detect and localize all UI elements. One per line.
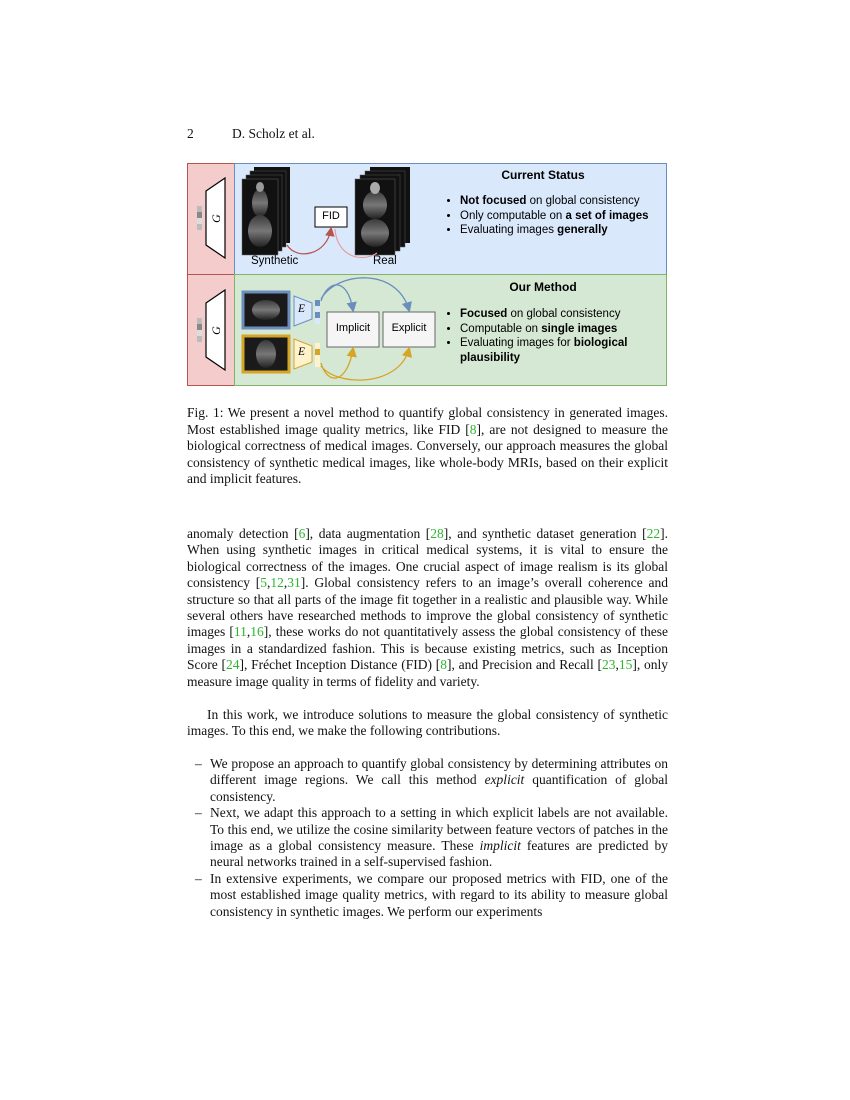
contributions-list bbox=[187, 756, 668, 920]
citation-link[interactable]: 22 bbox=[646, 526, 661, 541]
citation-link[interactable]: 11 bbox=[233, 624, 247, 640]
noise-vector-bottom bbox=[197, 318, 202, 342]
real-image-stack bbox=[355, 167, 410, 255]
current-status-title: Current Status bbox=[501, 168, 585, 182]
running-authors: D. Scholz et al. bbox=[232, 126, 315, 141]
generator-label-top: G bbox=[208, 214, 223, 223]
list-item: • Evaluating images generally bbox=[460, 223, 670, 238]
list-item: • Focused on global consistency bbox=[460, 307, 670, 322]
citation-link[interactable]: 5 bbox=[260, 575, 268, 591]
list-item: • Computable on single images bbox=[460, 322, 670, 337]
citation-link[interactable]: 24 bbox=[226, 657, 240, 673]
synthetic-image-stack bbox=[242, 167, 290, 255]
page-number: 2 bbox=[187, 126, 194, 141]
citation-link[interactable]: 31 bbox=[287, 575, 301, 591]
list-item: – In extensive experiments, we compare our proposed metrics with FID, one of the most established image quality metrics, with regard to its ability to measure global consistency in synthetic images. We perform our experiments bbox=[195, 870, 668, 919]
list-item: – We propose an approach to quantify global consistency by determining attributes on different image regions. We call this method explicit quantification of global consistency. bbox=[195, 756, 668, 804]
feature-vector-orange bbox=[315, 343, 320, 367]
synthetic-label: Synthetic bbox=[251, 255, 299, 267]
implicit-label: Implicit bbox=[335, 322, 371, 334]
citation-link[interactable]: 6 bbox=[298, 526, 306, 541]
citation-link[interactable]: 12 bbox=[270, 575, 284, 591]
our-method-list bbox=[446, 307, 670, 365]
citation-link[interactable]: 28 bbox=[430, 526, 444, 541]
citation-link[interactable]: 15 bbox=[618, 657, 633, 673]
explicit-label: Explicit bbox=[391, 322, 427, 334]
body-paragraph-1: anomaly detection [6], data augmentation [28], and synthetic dataset generation [22]. When using synthetic images in critical medical systems, it is vital to ensure the biological correctness of the images. One crucial aspect of image realism is its global consistency [5,12,31]. Global consistency refers to an image’s overall coherence and structure so that all parts of the image fit together in a realistic and plausible way. While several others have researched methods to improve the global consistency of synthetic images [11,16], these works do not quantitatively assess the global consistency of these images in a standardized fashion. This is because existing metrics, such as Inception Score [24], Fréchet Inception Distance (FID) [8], and Precision and Recall [23,15], only measure image quality in terms of fidelity and variety. bbox=[187, 526, 669, 689]
body-paragraph-2: In this work, we introduce solutions to measure the global consistency of synthetic images. To this end, we make the following contributions. bbox=[187, 707, 668, 739]
caption-label: Fig. 1: bbox=[187, 405, 224, 420]
current-status-list bbox=[446, 194, 670, 238]
fid-label: FID bbox=[322, 210, 340, 222]
list-item: • Evaluating images for biological plausibility bbox=[460, 336, 670, 365]
figure-1 bbox=[187, 163, 667, 387]
real-label: Real bbox=[373, 255, 397, 267]
figure-caption: Fig. 1: We present a novel method to quantify global consistency in generated images. Most established image quality metrics, like FID [8], are not designed to measure the biological correctness of medical images. Conversely, our approach measures the global consistency of synthetic medical images, like whole-body MRIs, based on their explicit and implicit features. bbox=[187, 405, 669, 487]
list-item: – Next, we adapt this approach to a setting in which explicit labels are not available. To this end, we utilize the cosine similarity between feature vectors of patches in the image as a global consistency measure. These implicit features are predicted by neural networks trained in a self-supervised fashion. bbox=[195, 805, 668, 870]
citation-link[interactable]: 8 bbox=[469, 421, 477, 437]
citation-link[interactable]: 16 bbox=[250, 624, 264, 640]
noise-vector-top bbox=[197, 206, 202, 230]
our-method-title: Our Method bbox=[509, 280, 577, 294]
running-header bbox=[187, 126, 315, 142]
feature-vector-blue bbox=[315, 300, 320, 324]
list-item: • Only computable on a set of images bbox=[460, 209, 670, 224]
generator-label-bottom: G bbox=[208, 326, 223, 335]
list-item: • Not focused on global consistency bbox=[460, 194, 670, 209]
citation-link[interactable]: 23 bbox=[601, 657, 616, 673]
encoder-label-blue: E bbox=[298, 303, 306, 315]
encoder-label-orange: E bbox=[298, 346, 306, 358]
citation-link[interactable]: 8 bbox=[440, 657, 447, 673]
